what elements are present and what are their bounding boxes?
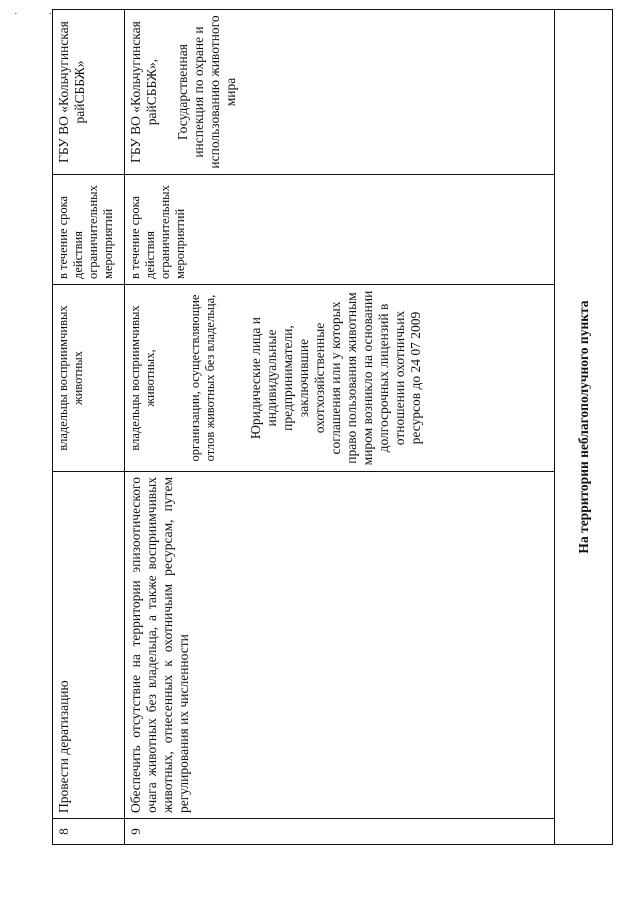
section-heading: На территории неблагополучного пункта: [555, 10, 613, 845]
organization-cell: [125, 10, 555, 175]
term-cell: в течение срока действия ограничительных мероприятий: [53, 175, 125, 285]
responsible-owners: владельцы восприимчивых животных,: [128, 305, 157, 451]
spacer: [160, 15, 175, 169]
scan-specks: · ·: [14, 8, 67, 20]
task-cell: Провести дератизацию: [53, 472, 125, 819]
table-row-8: [53, 10, 125, 845]
responsible-legal-entities: Юридические лица и индивидуальные предприниматели, заключившие охотхозяйственные соглашения или у которых право пользования животным миром возникло на основании долгосрочных лицензий в отношении охотничьих ресурсов до 24 07 2009: [248, 290, 423, 466]
organization-sbbzh: ГБУ ВО «Кольчугинская райСББЖ»,: [128, 21, 159, 163]
table-row-9: [125, 10, 555, 845]
row-number: 8: [53, 819, 125, 845]
organization-inspection: Государственная инспекция по охране и использованию животного мира: [175, 15, 238, 169]
rotated-table-wrapper: [52, 10, 612, 845]
organization-cell: ГБУ ВО «Кольчугинская райСББЖ»: [53, 10, 125, 175]
term-cell: в течение срока действия ограничительных мероприятий: [125, 175, 555, 285]
responsible-organizations: организации, осуществляющие отлов животных без владельца,: [188, 294, 217, 462]
table-footer-row: [555, 10, 613, 845]
responsible-cell: владельцы восприимчивых животных: [53, 285, 125, 472]
spacer: [218, 290, 248, 466]
task-cell: Обеспечить отсутствие на территории эпизоотического очага животных без владельца, а также восприимчивых животных, отнесенных к охотничьим ресурсам, путем регулирования их численности: [125, 472, 555, 819]
row-number: 9: [125, 819, 555, 845]
responsible-cell: [125, 285, 555, 472]
spacer: [158, 290, 188, 466]
measures-table: [52, 9, 613, 845]
